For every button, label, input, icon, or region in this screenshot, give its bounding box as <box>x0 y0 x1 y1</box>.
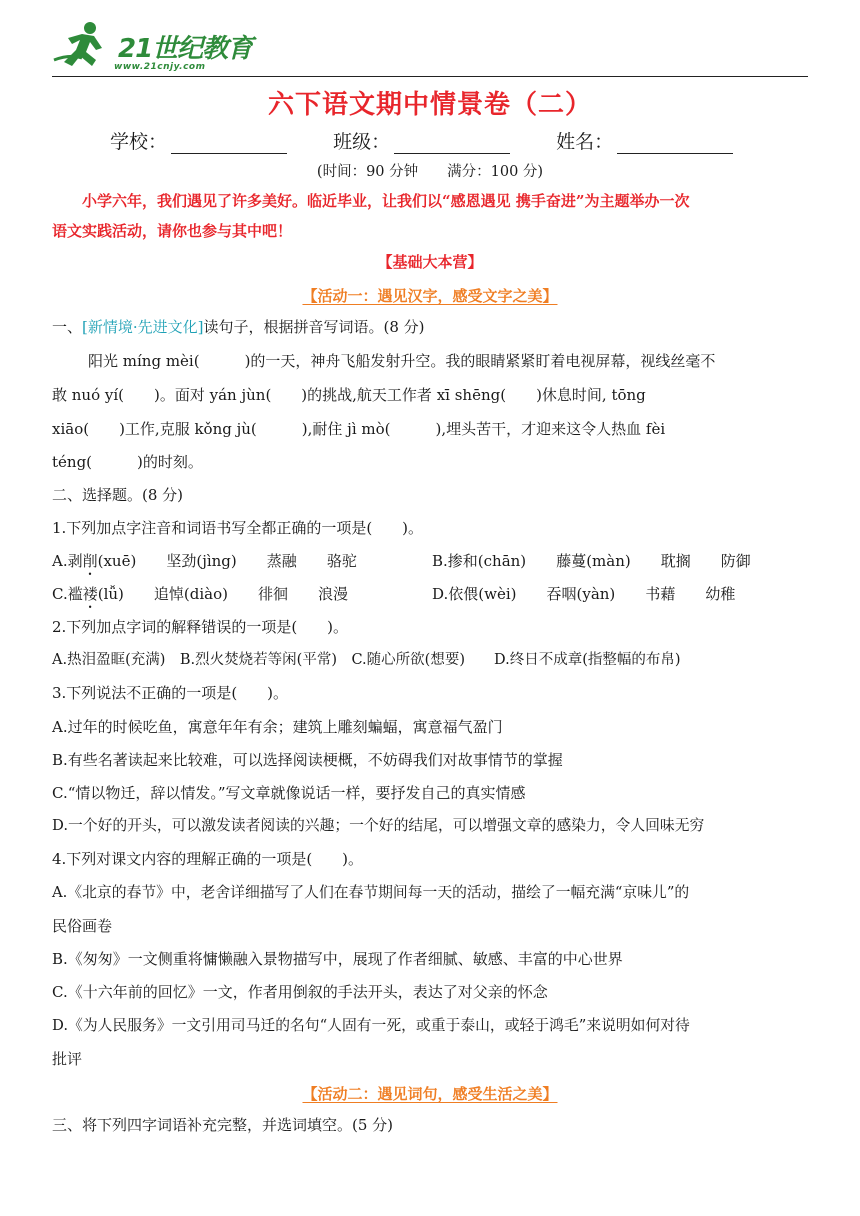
q2-sub3-a: A.过年的时候吃鱼，寓意年年有余；建筑上雕刻蝙蝠，寓意福气盈门 <box>52 718 503 736</box>
q2-sub4-d-line2: 批评 <box>52 1050 83 1068</box>
name-blank[interactable] <box>617 133 733 154</box>
student-info-row <box>110 127 790 154</box>
activity1-heading: 【活动一：遇见汉字，感受文字之美】 <box>302 287 558 305</box>
q2-sub3-d: D.一个好的开头，可以激发读者阅读的兴趣；一个好的结尾，可以增强文章的感染力，令人回味无穷 <box>52 817 705 834</box>
q3-title: 三、将下列四字词语补充完整，并选词填空。(5 分) <box>52 1116 394 1134</box>
q2-sub4-a-line1: A.《北京的春节》中，老舍详细描写了人们在春节期间每一天的活动，描绘了一幅充满“京味儿”的 <box>52 884 690 901</box>
name-label: 姓名： <box>556 131 614 153</box>
name-field <box>556 127 733 154</box>
q1-tag: [新情境·先进文化] <box>82 318 204 336</box>
q2-sub1-options-cd <box>52 583 812 612</box>
q2-sub2-options: A.热泪盈眶(充满) B.烈火焚烧若等闲(平常) C.随心所欲(想要) D.终日不成章(指整幅的布帛) <box>52 652 681 668</box>
q2-sub4: 4.下列对课文内容的理解正确的一项是( )。 <box>52 850 364 868</box>
school-blank[interactable] <box>171 133 287 154</box>
option-a: A.剥削(xuē) 坚劲(jìng) 蒸融 骆驼 <box>52 552 357 570</box>
q2-sub4-d-line1: D.《为人民服务》一文引用司马迁的名句“人固有一死，或重于泰山，或轻于鸿毛”来说明如何对待 <box>52 1017 690 1034</box>
q2-sub3-b: B.有些名著读起来比较难，可以选择阅读梗概，不妨碍我们对故事情节的掌握 <box>52 751 563 769</box>
runner-icon <box>52 20 114 70</box>
q2-sub4-a-line2: 民俗画卷 <box>52 917 113 935</box>
intro-line-1: 小学六年，我们遇见了许多美好。临近毕业，让我们以“感恩遇见 携手奋进”为主题举办一次 <box>82 192 690 210</box>
q1-line-4: téng( )的时刻。 <box>52 453 203 471</box>
class-field <box>333 127 510 154</box>
q1-line-1: 阳光 míng mèi( )的一天，神舟飞船发射升空。我的眼睛紧紧盯着电视屏幕，视线丝毫不 <box>88 352 716 370</box>
class-blank[interactable] <box>394 133 510 154</box>
q2-sub4-c: C.《十六年前的回忆》一文，作者用倒叙的手法开头，表达了对父亲的怀念 <box>52 983 548 1001</box>
school-label: 学校： <box>110 131 168 153</box>
option-d: D.依偎(wèi) 吞咽(yàn) 书藉 幼稚 <box>432 585 736 603</box>
time-note: (时间：90 分钟 满分：100 分) <box>316 164 544 180</box>
q1-line-2: 敢 nuó yí( )。面对 yán jùn( )的挑战,航天工作者 xī shēng( )休息时间, tōng <box>52 386 646 404</box>
page-header <box>52 14 808 78</box>
activity2-heading: 【活动二：遇见词句，感受生活之美】 <box>302 1085 558 1103</box>
brand-logo <box>52 14 252 76</box>
school-field <box>110 127 287 154</box>
section-basic: 【基础大本营】 <box>377 253 483 271</box>
intro-paragraph <box>52 186 808 246</box>
q1-text: 读句子，根据拼音写词语。(8 分) <box>203 318 425 336</box>
q2-sub1: 1.下列加点字注音和词语书写全都正确的一项是( )。 <box>52 519 424 537</box>
q2-sub1-options-ab <box>52 550 812 579</box>
q2-title: 二、选择题。(8 分) <box>52 486 184 504</box>
option-c: C.褴褛(lǚ) 追悼(diào) 徘徊 浪漫 <box>52 585 349 603</box>
logo-text: 21世纪教育 <box>118 34 253 64</box>
page-title: 六下语文期中情景卷（二） <box>267 90 592 120</box>
q2-sub3: 3.下列说法不正确的一项是( )。 <box>52 684 289 702</box>
q1-line-3: xiāo( )工作,克服 kǒng jù( ),耐住 jì mò( ),埋头苦干，才迎来这令人热血 fèi <box>52 420 666 438</box>
q2-sub3-c: C.“情以物迁，辞以情发。”写文章就像说话一样，要抒发自己的真实情感 <box>52 784 526 802</box>
intro-line-2: 语文实践活动，请你也参与其中吧！ <box>52 222 293 240</box>
q2-sub4-b: B.《匆匆》一文侧重将慵懒融入景物描写中，展现了作者细腻、敏感、丰富的中心世界 <box>52 950 623 968</box>
header-divider <box>52 76 808 77</box>
q1-title <box>52 316 812 338</box>
q1-prefix: 一、 <box>52 318 83 336</box>
class-label: 班级： <box>333 131 391 153</box>
option-b: B.掺和(chān) 藤蔓(màn) 耽搁 防御 <box>432 552 751 570</box>
q2-sub2: 2.下列加点字词的解释错误的一项是( )。 <box>52 618 349 636</box>
logo-url: www.21cnjy.com <box>114 62 206 72</box>
